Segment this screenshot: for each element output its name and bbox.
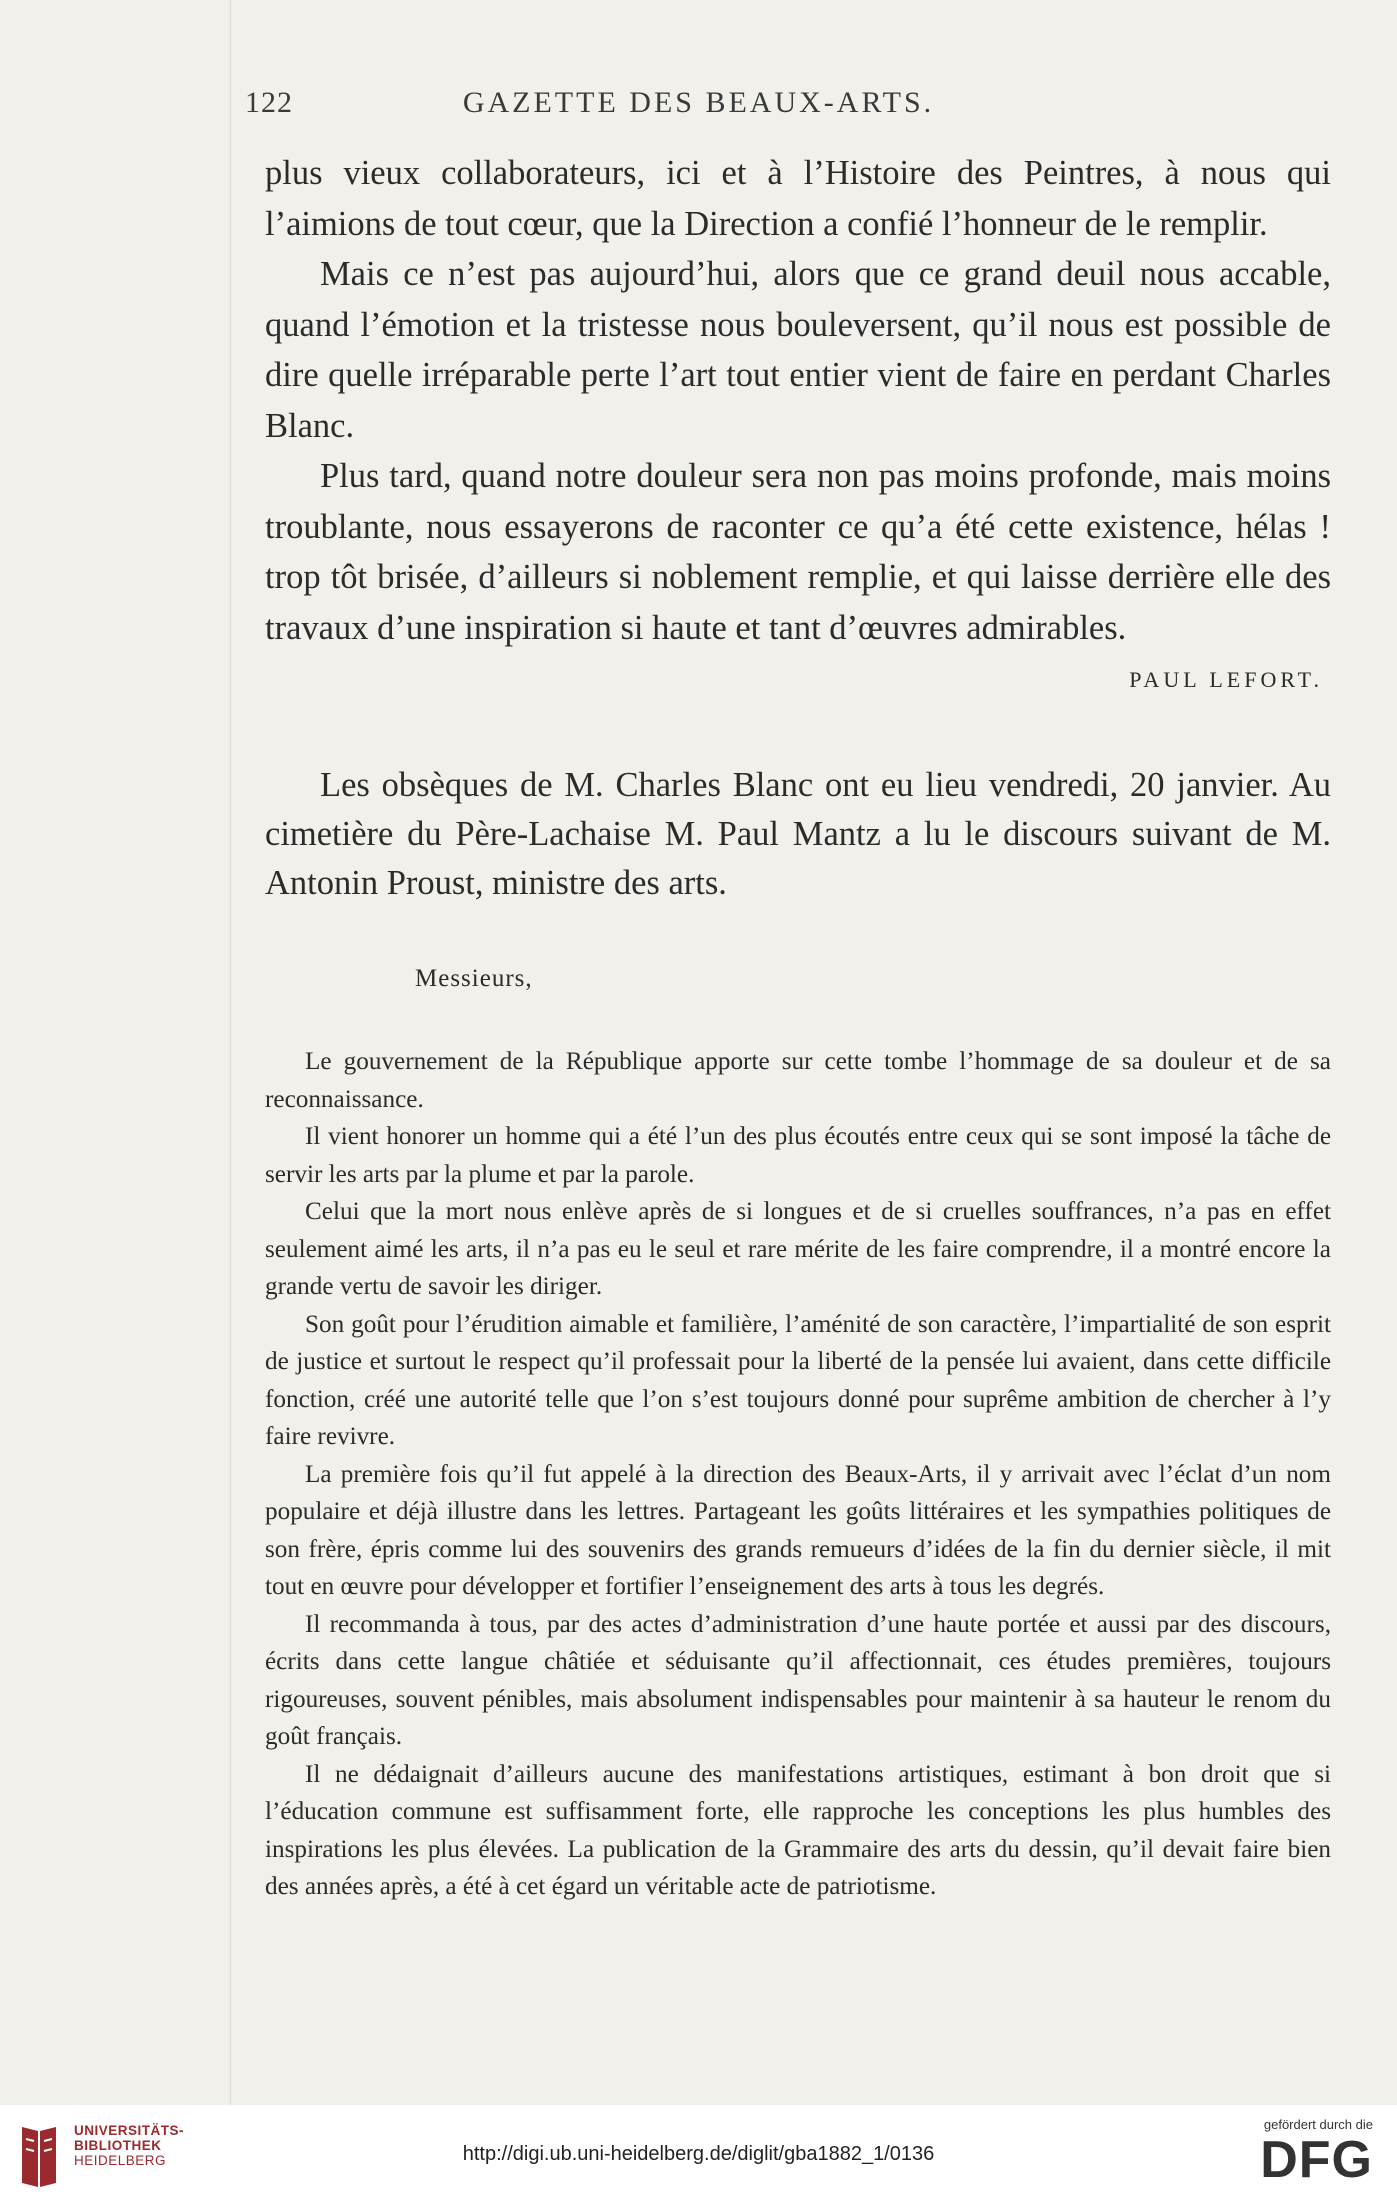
digitization-footer [0, 2105, 1397, 2211]
author-signature: PAUL LEFORT. [1129, 667, 1323, 692]
tribute-paragraph: plus vieux collaborateurs, ici et à l’Histoire des Peintres, à nous qui l’aimions de tout cœur, que la Direction a confié l’honneur de le remplir. [265, 154, 1331, 243]
tribute-section [265, 148, 1331, 693]
speech-section [265, 965, 1331, 1906]
speech-salutation: Messieurs, [415, 965, 533, 992]
permalink-url[interactable]: http://digi.ub.uni-heidelberg.de/diglit/gba1882_1/0136 [462, 2143, 935, 2165]
speech-paragraph: Il vient honorer un homme qui a été l’un des plus écoutés entre ceux qui se sont imposé la tâche de servir les arts par la plume et par la parole. [265, 1123, 1331, 1188]
funder-logo[interactable] [1213, 2117, 1373, 2203]
speech-paragraph: Son goût pour l’érudition aimable et familière, l’aménité de son caractère, l’impartialité de son esprit de justice et surtout le respect qu’il professait pour la liberté de la pensée lui avaient, dans cette difficile fonction, créé une autorité telle que l’on s’est toujours donné pour suprême ambition de chercher à l’y faire revivre. [265, 1310, 1331, 1450]
speech-paragraph: Il recommanda à tous, par des actes d’administration d’une haute portée et aussi par des discours, écrits dans cette langue châtiée et séduisante qu’il affectionnait, ces études premières, toujours rigoureuses, souvent pénibles, mais absolument indispensables pour maintenir à sa hauteur le renom du goût français. [265, 1610, 1331, 1750]
library-name-line: HEIDELBERG [74, 2153, 167, 2168]
speech-paragraph: La première fois qu’il fut appelé à la direction des Beaux-Arts, il y arrivait avec l’éclat d’un nom populaire et déjà illustre dans les lettres. Partageant les goûts littéraires et les sympathies politiques de son frère, épris comme lui des souvenirs des grands remueurs d’idées de la fin du dernier siècle, il mit tout en œuvre pour développer et fortifier l’enseignement des arts à tous les degrés. [265, 1460, 1331, 1600]
speech-paragraph: Le gouvernement de la République apporte sur cette tombe l’hommage de sa douleur et de sa reconnaissance. [265, 1048, 1331, 1113]
library-name-line: BIBLIOTHEK [74, 2138, 162, 2153]
scan-artifact [230, 0, 231, 2105]
running-title: GAZETTE DES BEAUX-ARTS. [462, 86, 935, 119]
tribute-paragraph: Plus tard, quand notre douleur sera non pas moins profonde, mais moins troublante, nous essayerons de raconter ce qu’a été cette existence, hélas ! trop tôt brisée, d’ailleurs si noblement remplie, et qui laisse derrière elle des travaux d’une inspiration si haute et tant d’œuvres admirables. [265, 457, 1331, 647]
speech-paragraph: Il ne dédaignait d’ailleurs aucune des manifestations artistiques, estimant à bon droit que si l’éducation commune est suffisamment forte, elle rapproche les conceptions les plus humbles des inspirations les plus élevées. La publication de la Grammaire des arts du dessin, qu’il devait faire bien des années après, a été à cet égard un véritable acte de patriotisme. [265, 1760, 1331, 1900]
speech-paragraph: Celui que la mort nous enlève après de si longues et de si cruelles souffrances, n’a pas en effet seulement aimé les arts, il n’a pas eu le seul et rare mérite de les faire comprendre, il a montré encore la grande vertu de savoir les diriger. [265, 1198, 1331, 1300]
tribute-paragraph: Mais ce n’est pas aujourd’hui, alors que ce grand deuil nous accable, quand l’émotion et la tristesse nous bouleversent, qu’il nous est possible de dire quelle irréparable perte l’art tout entier vient de faire en perdant Charles Blanc. [265, 255, 1331, 445]
dfg-logo: DFG [1260, 2131, 1373, 2189]
intro-paragraph: Les obsèques de M. Charles Blanc ont eu lieu vendredi, 20 janvier. Au cimetière du Père-Lachaise M. Paul Mantz a lu le discours suivant de M. Antonin Proust, ministre des arts. [265, 766, 1331, 902]
funeral-intro [265, 761, 1331, 908]
page-number: 122 [245, 86, 293, 119]
page-header [0, 86, 1397, 126]
library-name-line: UNIVERSITÄTS- [74, 2123, 185, 2138]
funding-caption: gefördert durch die [1263, 2117, 1373, 2132]
